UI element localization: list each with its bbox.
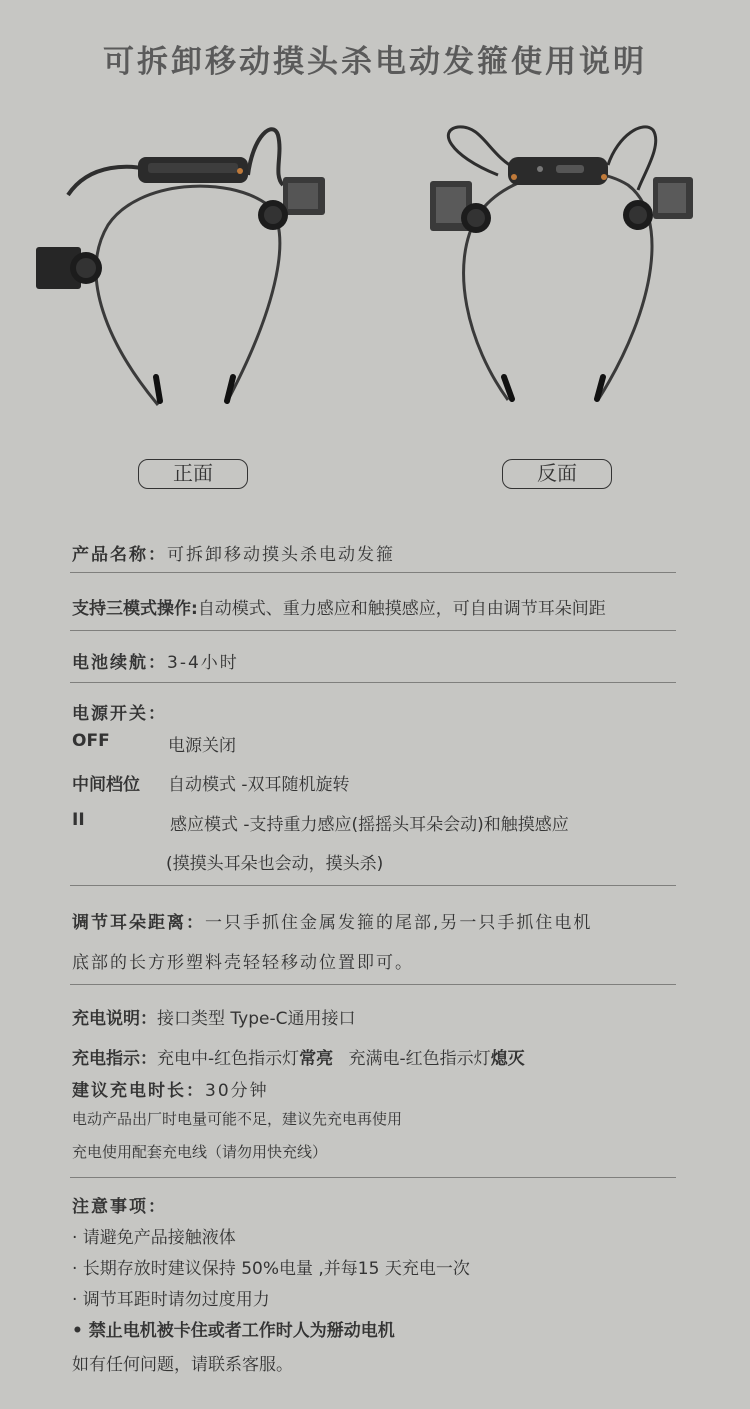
charge-note-2: 充电使用配套充电线（请勿用快充线）	[72, 1143, 328, 1161]
charging-label: 充电说明：	[72, 1009, 157, 1029]
charge-note-1: 电动产品出厂时电量可能不足，建议先充电再使用	[72, 1110, 403, 1128]
product-label: 产品名称：	[72, 545, 167, 565]
product-row	[72, 540, 395, 565]
battery-row	[72, 648, 239, 673]
divider	[70, 984, 676, 985]
note-warning: • 禁止电机被卡住或者工作时人为掰动电机	[72, 1321, 395, 1341]
power-ii-key: II	[72, 810, 85, 830]
battery-label: 电池续航：	[72, 653, 167, 673]
modes-label: 支持三模式操作:	[72, 599, 198, 619]
power-off-key: OFF	[72, 731, 110, 751]
modes-value: 自动模式、重力感应和触摸感应，可自由调节耳朵间距	[197, 599, 606, 619]
charge-time-row	[72, 1076, 269, 1101]
indicator-charging-state: 常亮	[299, 1049, 334, 1069]
adjust-line2: 底部的长方形塑料壳轻轻移动位置即可。	[72, 953, 414, 973]
indicator-full: 充满电-红色指示灯	[348, 1049, 491, 1069]
charge-time-label: 建议充电时长：	[72, 1081, 205, 1101]
indicator-charging: 充电中-红色指示灯	[157, 1049, 300, 1069]
front-view-label: 正面	[138, 459, 248, 489]
battery-value: 3-4小时	[167, 653, 239, 673]
adjust-line1: 一只手抓住金属发箍的尾部,另一只手抓住电机	[205, 913, 593, 933]
power-mid-key: 中间档位	[72, 775, 140, 795]
divider	[70, 682, 676, 683]
headband-back-image	[428, 115, 698, 415]
divider	[70, 630, 676, 631]
indicator-label: 充电指示：	[72, 1049, 157, 1069]
power-off-value: 电源关闭	[168, 736, 236, 756]
charging-value: 接口类型 Type-C通用接口	[157, 1009, 356, 1029]
headband-front-image	[28, 115, 333, 415]
note-item: · 请避免产品接触液体	[72, 1228, 236, 1248]
power-ii-value: 感应模式 -支持重力感应(摇摇头耳朵会动)和触摸感应	[170, 815, 569, 835]
indicator-row	[72, 1044, 525, 1069]
adjust-label: 调节耳朵距离：	[72, 913, 205, 933]
notes-label: 注意事项：	[72, 1197, 167, 1217]
divider	[70, 1177, 676, 1178]
adjust-row	[72, 908, 592, 933]
modes-row	[72, 594, 606, 619]
power-ii-extra: (摸摸头耳朵也会动，摸头杀)	[166, 854, 384, 874]
charging-row	[72, 1004, 355, 1029]
divider	[70, 572, 676, 573]
contact-text: 如有任何问题，请联系客服。	[72, 1355, 293, 1375]
page-title: 可拆卸移动摸头杀电动发箍使用说明	[103, 44, 647, 80]
charge-time-value: 30分钟	[205, 1081, 269, 1101]
note-item: · 长期存放时建议保持 50%电量 ,并每15 天充电一次	[72, 1259, 470, 1279]
product-value: 可拆卸移动摸头杀电动发箍	[167, 545, 395, 565]
power-label: 电源开关：	[72, 704, 167, 724]
power-mid-value: 自动模式 -双耳随机旋转	[168, 775, 350, 795]
indicator-full-state: 熄灭	[490, 1049, 525, 1069]
divider	[70, 885, 676, 886]
back-view-label: 反面	[502, 459, 612, 489]
note-item: · 调节耳距时请勿过度用力	[72, 1290, 270, 1310]
